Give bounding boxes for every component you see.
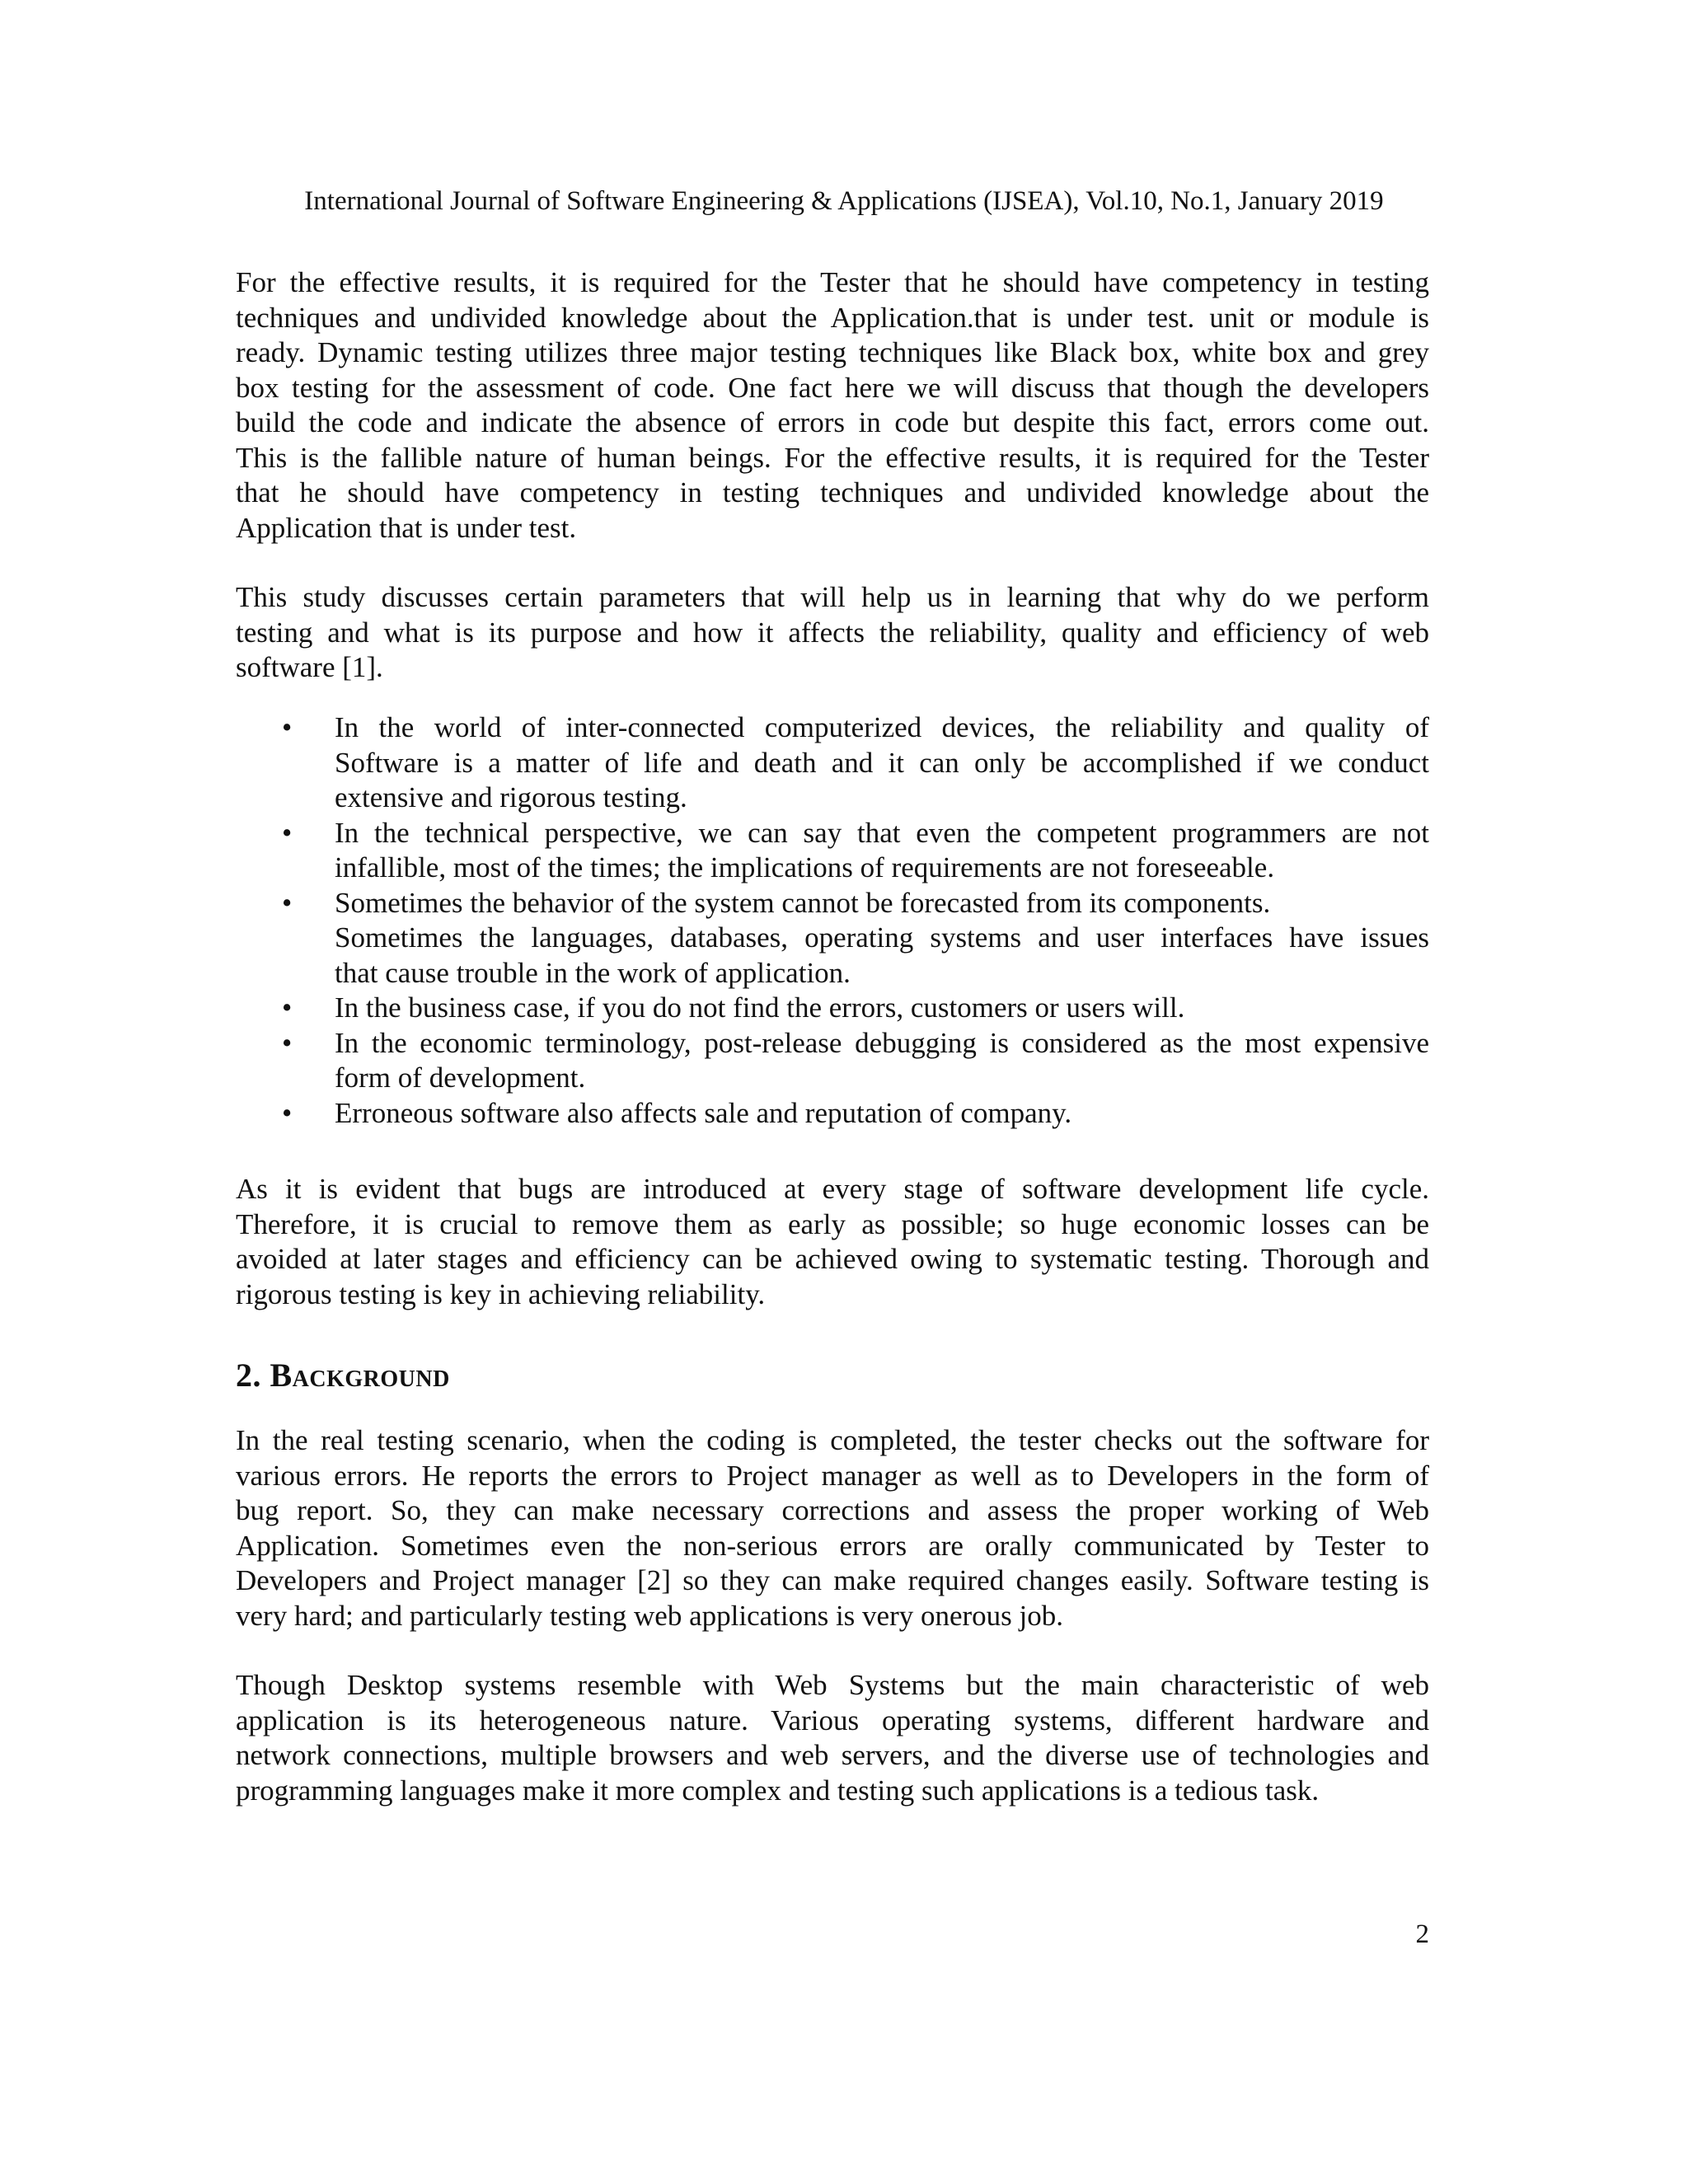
bullet-icon: • <box>282 816 293 849</box>
text-line: In the technical perspective, we can say that even the competent programmers are not <box>335 816 1429 849</box>
text-line: Therefore, it is crucial to remove them as early as possible; so huge economic losses can be <box>236 1207 1429 1240</box>
text-line: various errors. He reports the errors to Project manager as well as to Developers in the form of <box>236 1459 1429 1492</box>
section-title: Background <box>270 1357 450 1394</box>
text-line: techniques and undivided knowledge about the Application.that is under test. unit or module is <box>236 301 1429 334</box>
text-line: rigorous testing is key in achieving reliability. <box>236 1277 766 1310</box>
text-line: Application that is under test. <box>236 511 577 544</box>
text-line: that cause trouble in the work of application. <box>335 956 851 989</box>
text-line: testing and what is its purpose and how it affects the reliability, quality and efficiency of web <box>236 616 1429 649</box>
text-line: In the world of inter-connected computerized devices, the reliability and quality of <box>335 711 1429 743</box>
text-line: As it is evident that bugs are introduced at every stage of software development life cycle. <box>236 1173 1429 1205</box>
bullet-icon: • <box>282 991 293 1024</box>
intro-paragraph-1 <box>236 265 1429 546</box>
section-heading-background <box>236 1355 450 1396</box>
text-line: software [1]. <box>236 651 383 683</box>
bullet-item <box>236 816 1429 886</box>
bullet-icon: • <box>282 886 293 919</box>
section-number: 2. <box>236 1357 261 1394</box>
text-line: Erroneous software also affects sale and reputation of company. <box>335 1096 1072 1129</box>
bullet-item <box>236 886 1429 991</box>
bullet-item <box>236 1026 1429 1096</box>
text-line: ready. Dynamic testing utilizes three major testing techniques like Black box, white box and grey <box>236 336 1429 368</box>
text-line: that he should have competency in testing techniques and undivided knowledge about the <box>236 476 1429 509</box>
page-number: 2 <box>1415 1919 1429 1949</box>
bullet-item <box>236 710 1429 816</box>
text-line: network connections, multiple browsers and web servers, and the diverse use of technologies and <box>236 1739 1429 1771</box>
intro-paragraph-2 <box>236 580 1429 686</box>
text-line: Software is a matter of life and death and it can only be accomplished if we conduct <box>335 746 1429 779</box>
bullet-icon: • <box>282 711 293 743</box>
text-line: Application. Sometimes even the non-serious errors are orally communicated by Tester to <box>236 1529 1429 1562</box>
text-line: extensive and rigorous testing. <box>335 781 687 813</box>
text-line: In the economic terminology, post-release debugging is considered as the most expensive <box>335 1026 1429 1059</box>
text-line: This study discusses certain parameters that will help us in learning that why do we perform <box>236 581 1429 613</box>
text-line: box testing for the assessment of code. One fact here we will discuss that though the developers <box>236 371 1429 404</box>
text-line: bug report. So, they can make necessary corrections and assess the proper working of Web <box>236 1494 1429 1526</box>
text-line: programming languages make it more complex and testing such applications is a tedious task. <box>236 1774 1320 1807</box>
text-line: avoided at later stages and efficiency can be achieved owing to systematic testing. Thorough and <box>236 1243 1429 1275</box>
text-line: application is its heterogeneous nature. Various operating systems, different hardware and <box>236 1704 1429 1736</box>
text-line: This is the fallible nature of human beings. For the effective results, it is required for the Tester <box>236 441 1429 474</box>
background-paragraph-1 <box>236 1423 1429 1633</box>
bullet-icon: • <box>282 1026 293 1059</box>
intro-paragraph-3 <box>236 1172 1429 1312</box>
text-line: In the real testing scenario, when the coding is completed, the tester checks out the software for <box>236 1424 1429 1456</box>
text-line: build the code and indicate the absence of errors in code but despite this fact, errors come out. <box>236 406 1429 438</box>
text-line: very hard; and particularly testing web applications is very onerous job. <box>236 1599 1064 1632</box>
text-line: For the effective results, it is required for the Tester that he should have competency in testing <box>236 266 1429 298</box>
bullet-item <box>236 991 1429 1026</box>
text-line: In the business case, if you do not find the errors, customers or users will. <box>335 991 1185 1024</box>
text-line: infallible, most of the times; the implications of requirements are not foreseeable. <box>335 851 1275 883</box>
background-paragraph-2 <box>236 1668 1429 1808</box>
bullet-item <box>236 1096 1429 1132</box>
reasons-bullet-list <box>236 710 1429 1131</box>
running-header: International Journal of Software Engineering & Applications (IJSEA), Vol.10, No.1, January 2019 <box>304 186 1384 216</box>
text-line: Sometimes the behavior of the system cannot be forecasted from its components. <box>335 886 1271 919</box>
text-line: Though Desktop systems resemble with Web Systems but the main characteristic of web <box>236 1669 1429 1701</box>
text-line: form of development. <box>335 1062 586 1094</box>
text-line: Sometimes the languages, databases, operating systems and user interfaces have issues <box>335 921 1429 954</box>
text-line: Developers and Project manager [2] so they can make required changes easily. Software testing is <box>236 1564 1429 1596</box>
bullet-icon: • <box>282 1096 293 1129</box>
